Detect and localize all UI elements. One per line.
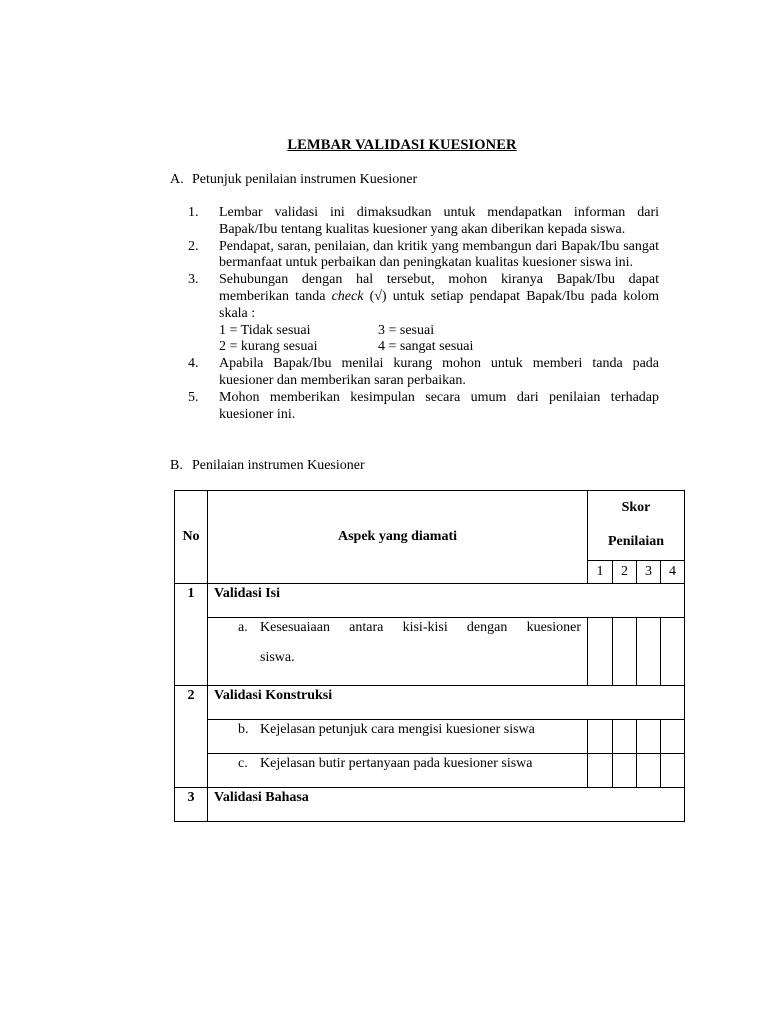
instruction-number: 5. xyxy=(188,389,199,405)
header-no: No xyxy=(175,491,208,584)
aspect-text: Kejelasan petunjuk cara mengisi kuesioner siswa xyxy=(260,722,535,737)
section-a-letter: A. xyxy=(170,172,184,187)
instruction-item xyxy=(181,205,659,239)
page-title: LEMBAR VALIDASI KUESIONER xyxy=(287,137,517,153)
header-penilaian: Penilaian xyxy=(588,525,685,561)
aspect-item xyxy=(208,618,588,686)
score-header-cell: 3 xyxy=(637,561,661,584)
table-row xyxy=(175,788,685,822)
instruction-item xyxy=(181,272,659,356)
aspect-item xyxy=(208,754,588,788)
aspect-letter: c. xyxy=(238,756,248,771)
instruction-text-part: (√) untuk setiap pendapat Bapak/Ibu pada kolom skala : xyxy=(219,288,660,321)
aspect-text: Kesesuaiaan antara kisi-kisi dengan kuesioner xyxy=(260,620,581,635)
header-skor: Skor xyxy=(588,491,685,525)
instruction-item xyxy=(181,356,659,390)
score-checkbox-cell[interactable] xyxy=(661,720,685,754)
score-checkbox-cell[interactable] xyxy=(637,754,661,788)
scale-entry: 4 = sangat sesuai xyxy=(378,339,474,355)
table-row xyxy=(175,754,685,788)
score-checkbox-cell[interactable] xyxy=(613,754,637,788)
score-checkbox-cell[interactable] xyxy=(588,754,613,788)
instruction-text: Pendapat, saran, penilaian, dan kritik yang membangun dari Bapak/Ibu sangat bermanfaat untuk perbaikan dan peningkatan kualitas kuesioner siswa ini. xyxy=(219,238,659,271)
score-checkbox-cell[interactable] xyxy=(588,720,613,754)
score-checkbox-cell[interactable] xyxy=(637,618,661,686)
instruction-number: 3. xyxy=(188,272,199,288)
aspect-text: siswa. xyxy=(260,650,295,665)
instruction-list xyxy=(181,205,659,423)
scale-row xyxy=(219,323,659,340)
check-word: check xyxy=(331,288,364,304)
score-header-cell: 2 xyxy=(613,561,637,584)
score-checkbox-cell[interactable] xyxy=(588,618,613,686)
table-header-row xyxy=(175,491,685,525)
instruction-number: 2. xyxy=(188,238,199,254)
section-number: 1 xyxy=(175,584,208,686)
instruction-text: Mohon memberikan kesimpulan secara umum dari penilaian terhadap kuesioner ini. xyxy=(219,389,659,422)
score-checkbox-cell[interactable] xyxy=(613,618,637,686)
score-checkbox-cell[interactable] xyxy=(637,720,661,754)
instruction-item xyxy=(181,390,659,424)
section-b-heading xyxy=(170,458,365,474)
instruction-item xyxy=(181,239,659,273)
score-checkbox-cell[interactable] xyxy=(613,720,637,754)
instruction-text: Apabila Bapak/Ibu menilai kurang mohon untuk memberi tanda pada kuesioner dan memberikan saran perbaikan. xyxy=(219,356,659,388)
instruction-number: 4. xyxy=(188,356,199,372)
aspect-item xyxy=(208,720,588,754)
section-label: Validasi Konstruksi xyxy=(208,686,685,720)
table-row xyxy=(175,618,685,686)
section-number: 2 xyxy=(175,686,208,788)
instruction-number: 1. xyxy=(188,205,199,220)
aspect-letter: b. xyxy=(238,722,249,737)
instruction-text-part: Sehubungan dengan hal tersebut, mohon kiranya Bapak/Ibu dapat memberikan tanda xyxy=(219,272,659,304)
aspect-text: Kejelasan butir pertanyaan pada kuesioner siswa xyxy=(260,756,533,771)
section-b-letter: B. xyxy=(170,458,183,473)
section-number: 3 xyxy=(175,788,208,822)
section-b-label: Penilaian instrumen Kuesioner xyxy=(192,458,365,473)
instruction-text: Lembar validasi ini dimaksudkan untuk mendapatkan informan dari Bapak/Ibu tentang kualitas kuesioner yang akan diberikan kepada siswa. xyxy=(219,205,659,237)
assessment-table xyxy=(174,490,685,822)
table-row xyxy=(175,720,685,754)
scale-entry: 1 = Tidak sesuai xyxy=(219,322,311,338)
instruction-text xyxy=(219,272,659,321)
aspect-letter: a. xyxy=(238,620,248,635)
score-checkbox-cell[interactable] xyxy=(661,754,685,788)
score-header-cell: 4 xyxy=(661,561,685,584)
table-row xyxy=(175,686,685,720)
scale-entry: 2 = kurang sesuai xyxy=(219,339,318,355)
score-checkbox-cell[interactable] xyxy=(661,618,685,686)
section-a-label: Petunjuk penilaian instrumen Kuesioner xyxy=(192,172,418,187)
score-header-cell: 1 xyxy=(588,561,613,584)
section-label: Validasi Isi xyxy=(208,584,685,618)
scale-entry: 3 = sesuai xyxy=(378,322,435,338)
section-label: Validasi Bahasa xyxy=(208,788,685,822)
section-a-heading xyxy=(170,172,417,188)
table-row xyxy=(175,584,685,618)
header-aspek: Aspek yang diamati xyxy=(208,491,588,584)
scale-row xyxy=(219,339,659,356)
